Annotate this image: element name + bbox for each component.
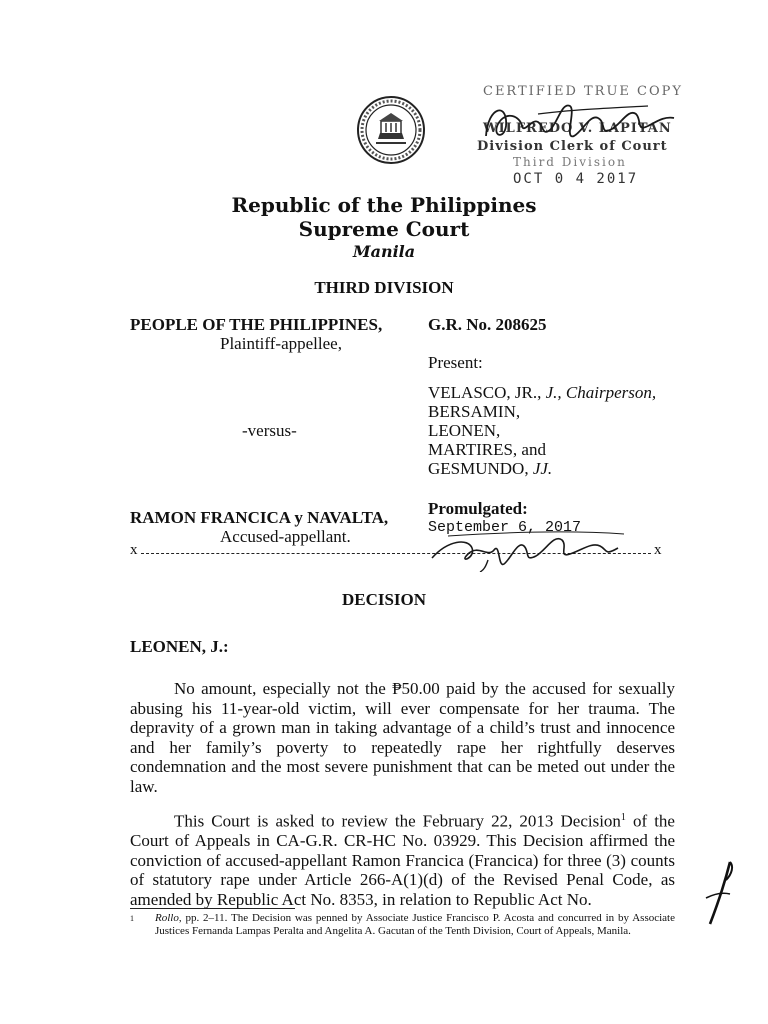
signature-icon bbox=[478, 96, 678, 146]
header-city: Manila bbox=[352, 242, 416, 261]
accused-role: Accused-appellant. bbox=[220, 527, 351, 546]
cert-clerk-name: WILFREDO V. LAPITAN bbox=[483, 121, 672, 136]
justice-line: GESMUNDO, JJ. bbox=[428, 459, 553, 478]
footnote-source: Rollo bbox=[155, 912, 179, 924]
justices-list bbox=[428, 383, 656, 478]
justice-line: VELASCO, JR., J., Chairperson, bbox=[428, 383, 657, 402]
plaintiff-name: PEOPLE OF THE PHILIPPINES, bbox=[130, 315, 383, 334]
initial-mark-icon bbox=[700, 858, 740, 928]
signature-icon bbox=[428, 528, 628, 572]
decision-paragraph-2: This Court is asked to review the February 22, 2013 Decision$^1$ of the Court of Appeals in CA-G.R. CR-HC No. 03929. This Decision affirmed the conviction of accused-appellant Ramon Francica (Francica) for three (3) counts of statutory rape under Article 266-A(1)(d) of the Revised Penal Code, as amended by Republic Act No. 8353, in relation to Republic Act No. bbox=[130, 811, 675, 909]
division-title: THIRD DIVISION bbox=[314, 278, 454, 297]
justice-line: LEONEN, bbox=[428, 421, 501, 440]
cert-title: CERTIFIED TRUE COPY bbox=[483, 84, 683, 99]
decision-title: DECISION bbox=[341, 590, 427, 609]
accused-name: RAMON FRANCICA y NAVALTA, bbox=[130, 508, 389, 527]
ponente: LEONEN, J.: bbox=[130, 637, 229, 656]
cert-division: Third Division bbox=[513, 155, 627, 169]
footnote-1 bbox=[130, 912, 675, 938]
footnote-rule bbox=[130, 908, 295, 909]
court-seal-icon bbox=[356, 95, 426, 165]
decision-paragraph-1: No amount, especially not the ₱50.00 paid by the accused for sexually abusing his 11-year-old victim, will ever compensate for her trauma. The depravity of a grown man in taking advantage of a child’s trust and innocence and her family’s poverty to repeatedly rape her rightfully deserves condemnation and the most severe punishment that can be meted out under the law. bbox=[130, 679, 675, 796]
justice-line: MARTIRES, and bbox=[428, 440, 546, 459]
footnote-number: 1 bbox=[130, 914, 134, 923]
versus-label: -versus- bbox=[242, 421, 297, 440]
cert-clerk-role: Division Clerk of Court bbox=[477, 139, 668, 154]
header-republic: Republic of the Philippines bbox=[231, 193, 537, 217]
header-court: Supreme Court bbox=[298, 217, 470, 241]
footnote-text: , pp. 2–11. The Decision was penned by Associate Justice Francisco P. Acosta and concurred in by Associate Justices Fernanda Lampas Peralta and Angelita A. Gacutan of the Tenth Division, Court of Appeals, Manila. bbox=[155, 912, 675, 937]
gr-number: G.R. No. 208625 bbox=[428, 315, 547, 334]
present-label: Present: bbox=[428, 353, 483, 372]
promulgated-label: Promulgated: bbox=[428, 499, 528, 518]
separator-x-right: x bbox=[654, 542, 662, 558]
plaintiff-role: Plaintiff-appellee, bbox=[220, 334, 342, 353]
justice-line: BERSAMIN, bbox=[428, 402, 521, 421]
separator-x-left: x bbox=[130, 542, 138, 558]
promulgated-date: September 6, 2017 bbox=[428, 519, 582, 536]
cert-date: OCT 0 4 2017 bbox=[513, 171, 639, 187]
